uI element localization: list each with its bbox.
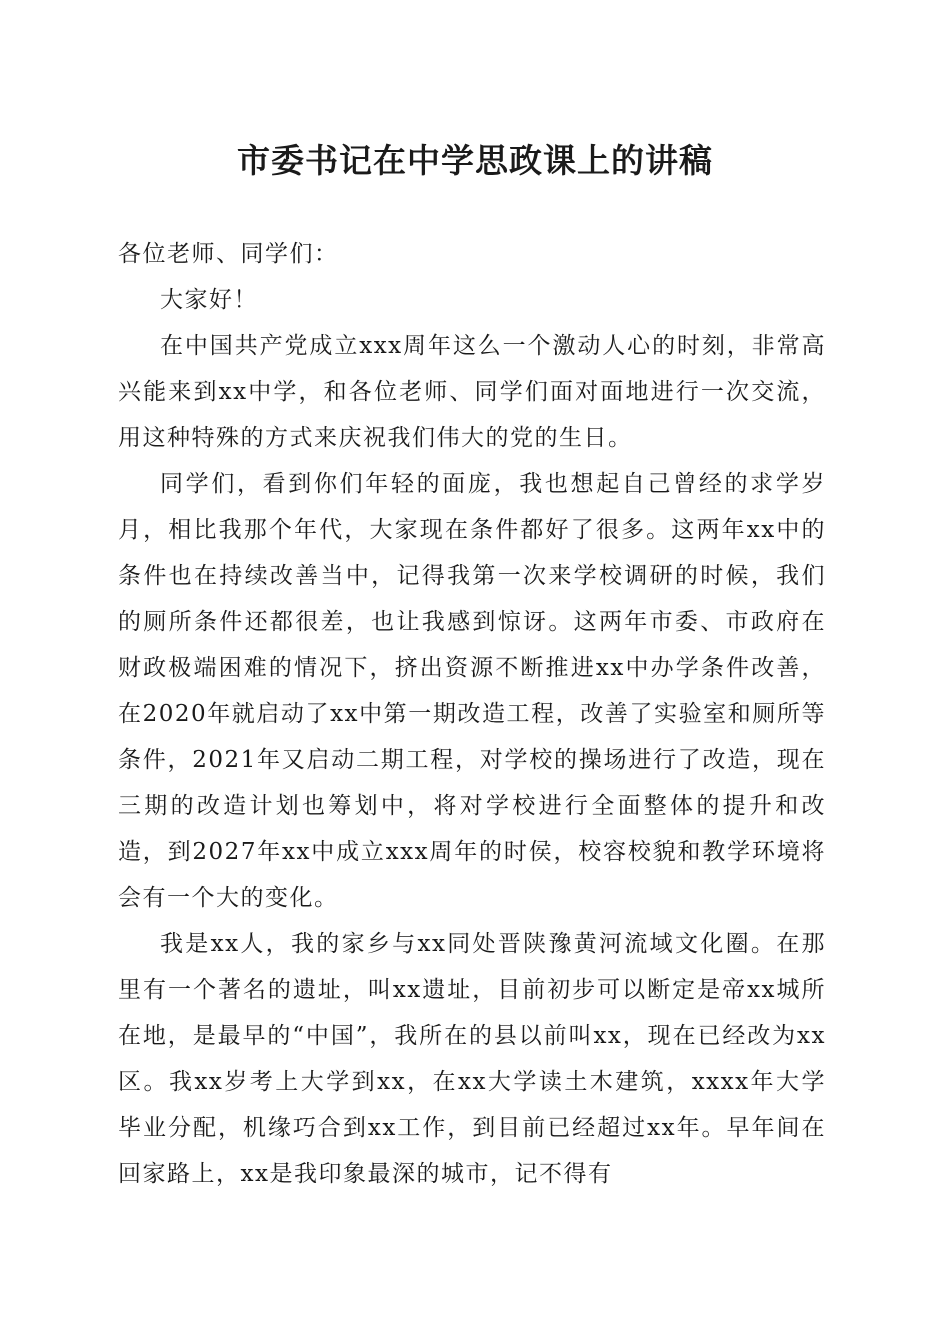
document-body [118,231,826,1197]
greeting: 大家好！ [160,287,258,313]
paragraph-1: 在中国共产党成立xxx周年这么一个激动人心的时刻，非常高兴能来到xx中学，和各位老师、同学们面对面地进行一次交流，用这种特殊的方式来庆祝我们伟大的党的生日。 [118,333,826,451]
paragraph-3: 我是xx人，我的家乡与xx同处晋陕豫黄河流域文化圈。在那里有一个著名的遗址，叫xx遗址，目前初步可以断定是帝xx城所在地，是最早的“中国”，我所在的县以前叫xx，现在已经改为xx区。我xx岁考上大学到xx，在xx大学读土木建筑，xxxx年大学毕业分配，机缘巧合到xx工作，到目前已经超过xx年。早年间在回家路上，xx是我印象最深的城市，记不得有 [118,931,826,1187]
page-title: 市委书记在中学思政课上的讲稿 [237,141,713,180]
salutation: 各位老师、同学们： [118,241,339,267]
paragraph-2: 同学们，看到你们年轻的面庞，我也想起自己曾经的求学岁月，相比我那个年代，大家现在条件都好了很多。这两年xx中的条件也在持续改善当中，记得我第一次来学校调研的时候，我们的厕所条件还都很差，也让我感到惊讶。这两年市委、市政府在财政极端困难的情况下，挤出资源不断推进xx中办学条件改善，在2020年就启动了xx中第一期改造工程，改善了实验室和厕所等条件，2021年又启动二期工程，对学校的操场进行了改造，现在三期的改造计划也筹划中，将对学校进行全面整体的提升和改造，到2027年xx中成立xxx周年的时侯，校容校貌和教学环境将会有一个大的变化。 [118,471,826,911]
